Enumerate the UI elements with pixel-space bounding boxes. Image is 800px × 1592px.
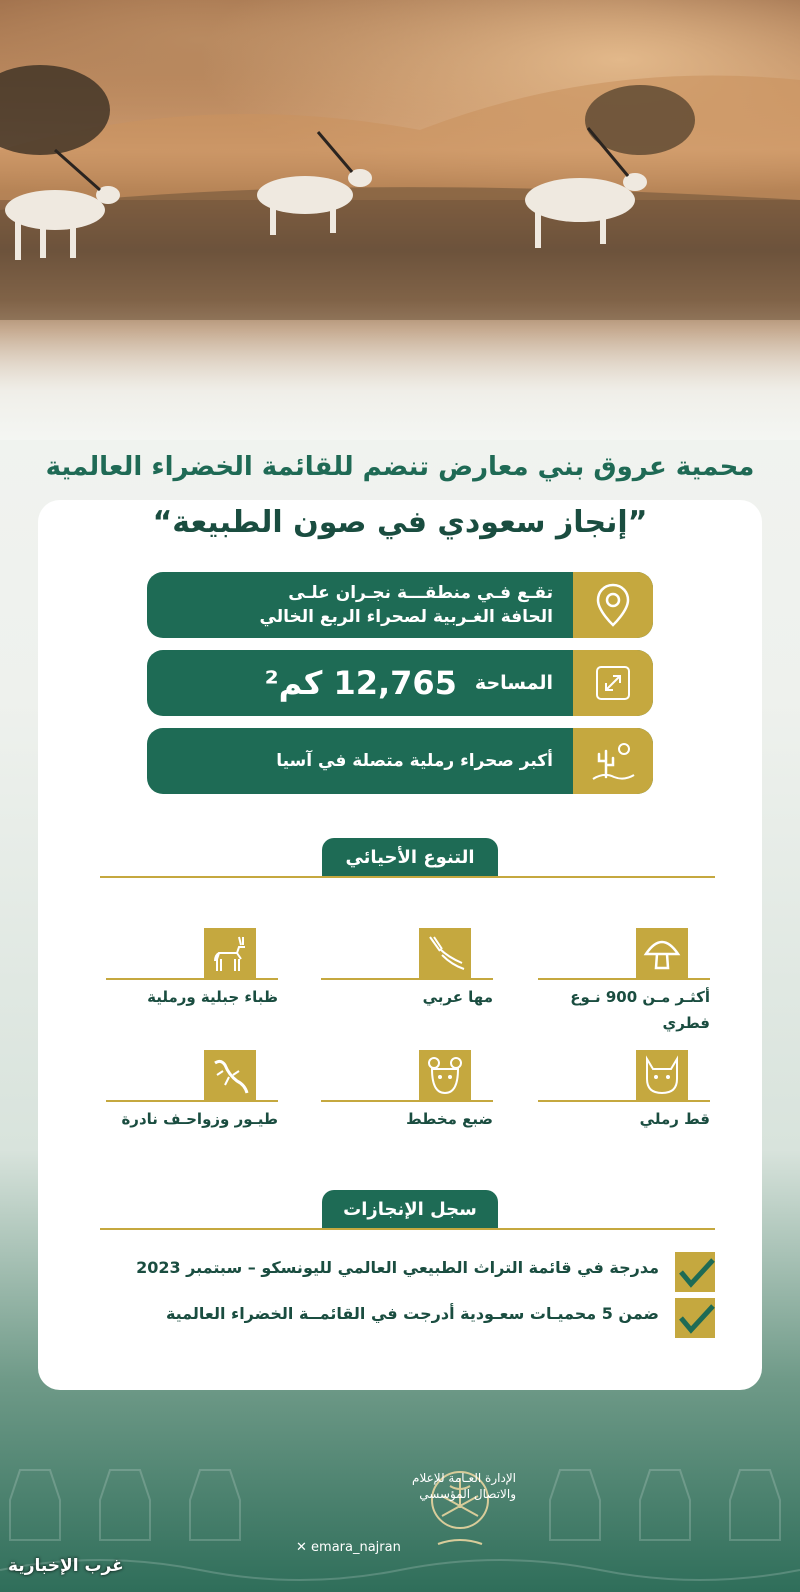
achievement-text: مدرجة في قائمة التراث الطبيعي العالمي لليونسكو – سبتمبر 2023 — [136, 1258, 659, 1277]
location-pin-icon — [573, 572, 653, 638]
hyena-icon — [419, 1050, 471, 1102]
achievement-item — [100, 1298, 715, 1338]
achievement-text: ضمن 5 محميـات سعـودية أدرجت في القائمــة الخضراء العالمية — [165, 1304, 659, 1323]
sand-cat-icon — [636, 1050, 688, 1102]
bio-label: مها عربي — [422, 988, 493, 1006]
bio-label: طيـور وزواحـف نادرة — [121, 1110, 278, 1128]
bio-item — [530, 1050, 710, 1140]
checkmark-icon — [675, 1252, 715, 1292]
desert-text: أكبر صحراء رملية متصلة في آسيا — [276, 751, 553, 771]
watermark: غرب الإخبارية — [8, 1556, 124, 1576]
biodiversity-heading: التنوع الأحيائي — [322, 838, 498, 878]
bio-label: ضبع مخطط — [406, 1110, 493, 1128]
lizard-icon — [204, 1050, 256, 1102]
desert-info-row — [147, 728, 653, 794]
bio-item — [530, 928, 710, 1032]
bio-item — [98, 928, 278, 1018]
area-info-row — [147, 650, 653, 716]
expand-arrows-icon — [573, 650, 653, 716]
desert-cactus-icon — [573, 728, 653, 794]
location-line-1: تقـع فـي منطقـــة نجـران علـى — [288, 583, 553, 603]
checkmark-icon — [675, 1298, 715, 1338]
page-title: محمية عروق بني معارض تنضم للقائمة الخضراء العالمية — [45, 452, 755, 482]
oryx-herd-illustration — [0, 0, 800, 440]
org-line-2: والاتصال المؤسسي — [419, 1487, 516, 1501]
gazelle-icon — [204, 928, 256, 980]
oryx-icon — [419, 928, 471, 980]
social-handle[interactable] — [296, 1540, 401, 1555]
org-name — [296, 1470, 516, 1502]
achievements-heading: سجل الإنجازات — [322, 1190, 498, 1230]
bio-label: أكثـر مـن 900 نـوع فطري — [570, 988, 710, 1032]
bio-item — [313, 1050, 493, 1140]
bio-label: ظباء جبلية ورملية — [147, 988, 278, 1006]
location-info-row — [147, 572, 653, 638]
bio-label: قط رملي — [639, 1110, 710, 1128]
area-label: المساحة — [474, 672, 553, 694]
bio-item — [313, 928, 493, 1018]
biodiversity-divider — [100, 876, 715, 878]
hero-desert-photo — [0, 0, 800, 440]
x-icon: ✕ — [296, 1540, 312, 1555]
subtitle: ”إنجاز سعودي في صون الطبيعة“ — [152, 505, 648, 540]
handle-text: emara_najran — [311, 1540, 401, 1555]
org-line-1: الإدارة العـامة للإعلام — [412, 1471, 516, 1485]
location-line-2: الحافة الغـربية لصحراء الربع الخالي — [259, 607, 553, 627]
achievement-item — [100, 1252, 715, 1292]
achievements-divider — [100, 1228, 715, 1230]
area-value: 12,765 كم² — [264, 664, 457, 702]
bio-item — [98, 1050, 278, 1140]
mushroom-icon — [636, 928, 688, 980]
